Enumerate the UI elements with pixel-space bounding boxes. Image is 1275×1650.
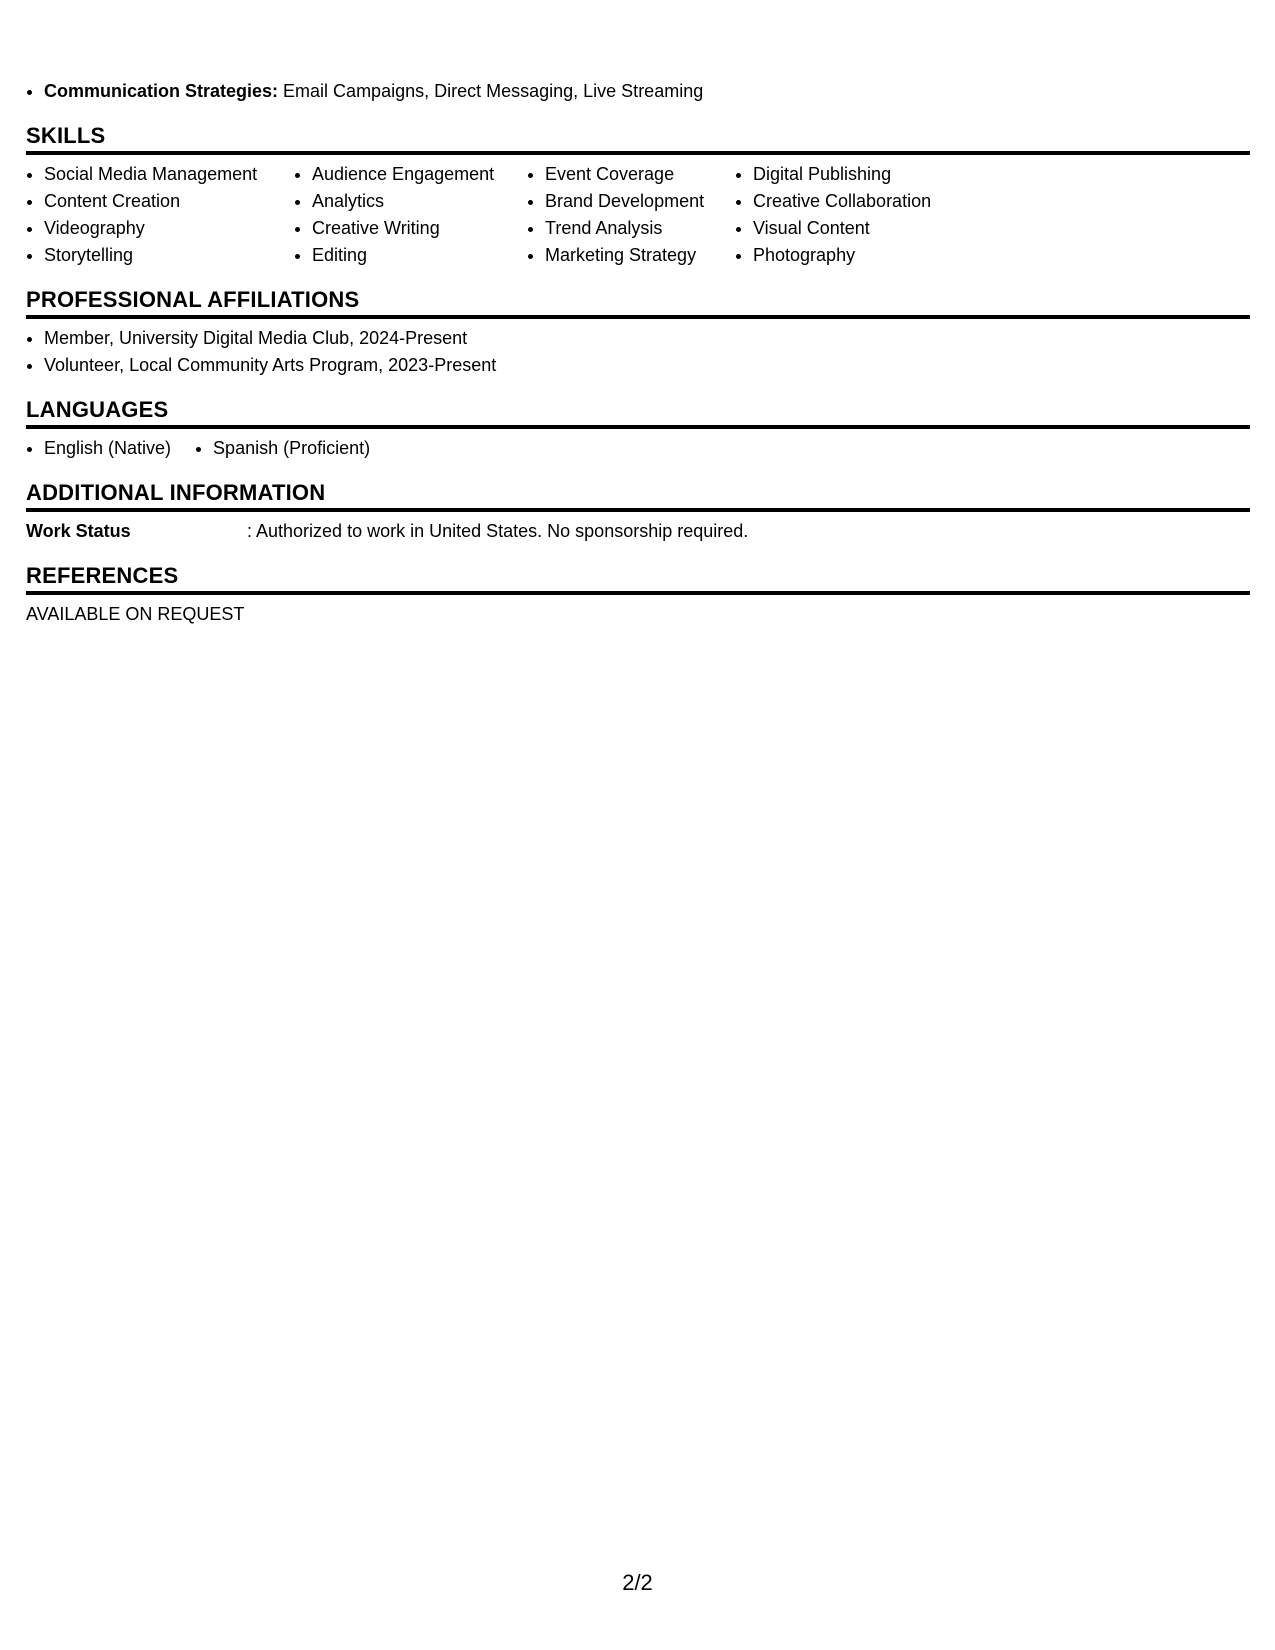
skills-column [294,161,509,269]
skills-heading: SKILLS [26,123,1250,155]
language-column [195,435,370,462]
skill-item: • Editing [312,242,509,269]
skill-item: • Social Media Management [44,161,276,188]
affiliation-item: • Member, University Digital Media Club, 2024-Present [44,325,1250,352]
skills-section [26,123,1250,269]
affiliations-section [26,287,1250,379]
skill-item: • Storytelling [44,242,276,269]
affiliation-item: • Volunteer, Local Community Arts Program, 2023-Present [44,352,1250,379]
language-item: • English (Native) [44,435,171,462]
work-status-label: Work Status [26,521,131,541]
references-text: AVAILABLE ON REQUEST [26,604,245,624]
work-status-value: : Authorized to work in United States. No sponsorship required. [247,521,749,541]
languages-heading: LANGUAGES [26,397,1250,429]
communication-strategies-label: Communication Strategies: [44,81,279,101]
communication-strategies-text: Email Campaigns, Direct Messaging, Live Streaming [278,81,704,101]
skills-column [735,161,995,269]
references-heading: REFERENCES [26,563,1250,595]
skill-item: • Marketing Strategy [545,242,717,269]
affiliations-list [26,325,1250,379]
skills-column [26,161,276,269]
skill-item: • Creative Collaboration [753,188,995,215]
skill-item: • Event Coverage [545,161,717,188]
skill-item: • Digital Publishing [753,161,995,188]
affiliations-heading: PROFESSIONAL AFFILIATIONS [26,287,1250,319]
skill-item: • Videography [44,215,276,242]
skill-item: • Trend Analysis [545,215,717,242]
additional-info-section [26,480,1250,545]
additional-info-heading: ADDITIONAL INFORMATION [26,480,1250,512]
references-section [26,563,1250,628]
skill-item: • Brand Development [545,188,717,215]
languages-section [26,397,1250,462]
resume-page [26,78,1250,628]
skill-item: • Creative Writing [312,215,509,242]
skill-item: • Photography [753,242,995,269]
skill-item: • Audience Engagement [312,161,509,188]
skill-item: • Content Creation [44,188,276,215]
skills-column [527,161,717,269]
language-item: • Spanish (Proficient) [213,435,370,462]
language-column [26,435,171,462]
page-number: 2/2 [622,1570,653,1595]
communication-strategies-item [44,78,1250,105]
languages-row [26,435,1250,462]
work-status-row [26,518,1250,545]
communication-list [26,78,1250,105]
skill-item: • Analytics [312,188,509,215]
skills-grid [26,161,1250,269]
skill-item: • Visual Content [753,215,995,242]
